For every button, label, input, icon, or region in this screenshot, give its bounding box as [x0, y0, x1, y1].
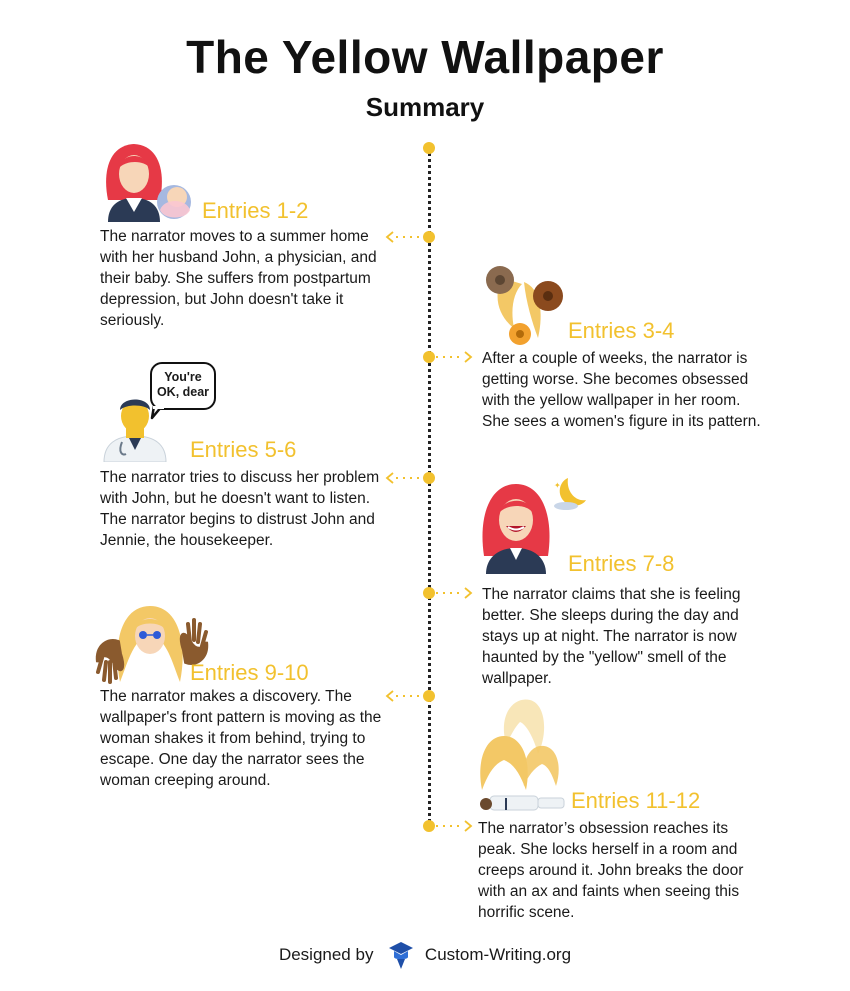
entry-text-1: The narrator moves to a summer home with her husband John, a physician, and their baby. She suffers from postpartum depression, but John doesn't take it seriously.: [100, 228, 377, 329]
designed-by-label: Designed by: [278, 945, 374, 964]
connector-arrow-left-icon: [384, 472, 424, 484]
connector-arrow-right-icon: [434, 587, 474, 599]
entry-heading-1: Entries 1-2: [202, 198, 309, 223]
page-title: The Yellow Wallpaper: [186, 31, 664, 83]
entry-heading-6: Entries 11-12: [571, 788, 701, 813]
timeline-dot-3: [423, 472, 435, 484]
timeline-dot-5: [423, 690, 435, 702]
graduation-cap-logo-icon: [388, 940, 414, 970]
timeline-axis: [428, 148, 431, 828]
timeline-start-dot: [423, 142, 435, 154]
footer: [0, 940, 850, 970]
entry-text-4: The narrator claims that she is feeling better. She sleeps during the day and stays up at night. The narrator is now haunted by the "yellow" smell of the wallpaper.: [482, 586, 741, 687]
entry-heading-4: Entries 7-8: [568, 551, 675, 576]
connector-arrow-right-icon: [434, 820, 474, 832]
entry-heading-5: Entries 9-10: [190, 660, 309, 685]
fainted-doctor-icon: [476, 694, 572, 818]
entry-heading-2: Entries 3-4: [568, 318, 675, 343]
brand-link[interactable]: Custom-Writing.org: [424, 945, 572, 964]
connector-arrow-right-icon: [434, 351, 474, 363]
entry-text-2: After a couple of weeks, the narrator is getting worse. She becomes obsessed with the yellow wallpaper in her room. She sees a women's figure in its pattern.: [482, 350, 761, 430]
svg-text:✦: ✦: [554, 481, 561, 490]
speech-bubble-tail-icon: [150, 406, 166, 420]
woman-with-baby-icon: [100, 140, 195, 222]
entry-heading-3: Entries 5-6: [190, 437, 297, 462]
connector-arrow-left-icon: [384, 690, 424, 702]
flowers-hair-icon: [480, 258, 570, 350]
entry-text-5: The narrator makes a discovery. The wallpaper's front pattern is moving as the woman shakes it from behind, trying to escape. One day the narrator sees the woman creeping around.: [100, 688, 382, 789]
entry-text-3: The narrator tries to discuss her problem with John, but he doesn't want to listen. The narrator begins to distrust John and Jennie, the housekeeper.: [100, 469, 380, 549]
entry-text-6: The narrator’s obsession reaches its peak. She locks herself in a room and creeps around it. John breaks the door with an ax and faints when seeing this horrific scene.: [478, 820, 744, 921]
timeline-dot-1: [423, 231, 435, 243]
page-subtitle: Summary: [365, 92, 485, 122]
connector-arrow-left-icon: [384, 231, 424, 243]
speech-bubble: You're OK, dear: [150, 362, 216, 410]
